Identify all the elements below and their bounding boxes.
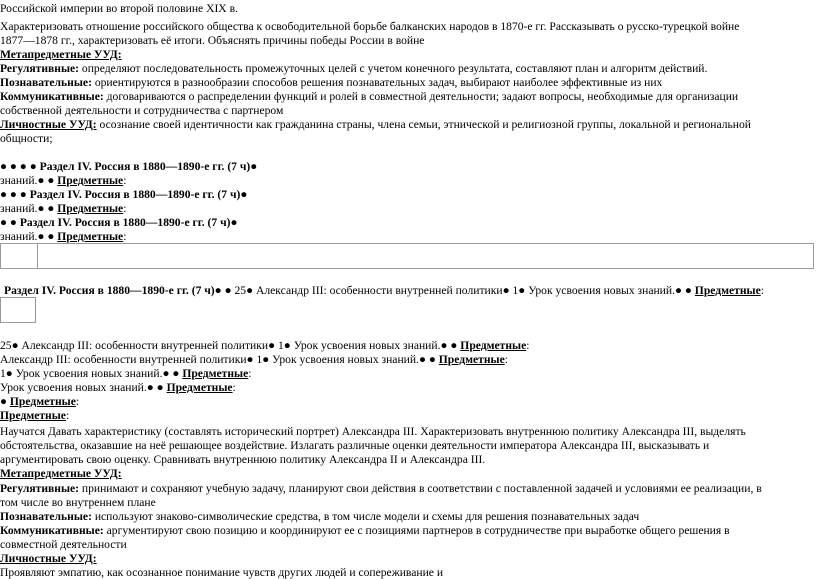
lesson-row-2-b3: ● ● bbox=[418, 353, 439, 366]
predm-text-3: аргументировать свою оценку. Сравнивать внутреннюю политику Александра II и Александра III. bbox=[0, 453, 486, 466]
lesson-row-1-colon: : bbox=[526, 339, 530, 352]
razdel-line-bullet-a: ● bbox=[214, 284, 225, 297]
komm-label-1: Коммуникативные: bbox=[0, 90, 104, 103]
razdel-3: Раздел IV. Россия в 1880—1890-е гг. (7 ч) bbox=[19, 216, 231, 229]
intro-text-line-2: 1877—1878 гг., характеризовать её итоги. Объяснять причины победы России в войне bbox=[0, 34, 425, 47]
lesson-row-5-predmetnye: Предметные bbox=[9, 395, 76, 408]
predmetnye-3: Предметные bbox=[57, 230, 124, 243]
lich-line-2 bbox=[0, 552, 814, 565]
razdel-line-bullet-c: ● bbox=[246, 284, 254, 297]
lesson-row-1-title: Александр III: особенности внутренней политики bbox=[18, 339, 269, 352]
lesson-row-1-one: 1 bbox=[275, 339, 284, 352]
colon-2: : bbox=[123, 202, 127, 215]
znaniy-1: знаний. bbox=[0, 174, 38, 187]
colon-3: : bbox=[123, 230, 127, 243]
table-grid-row bbox=[0, 243, 814, 269]
meta-heading-1 bbox=[0, 48, 814, 61]
bullet-3: ● bbox=[230, 216, 238, 229]
pozn-text-2: используют знаково-символические средства, в том числе модели и схемы для решения познавательных задач bbox=[91, 510, 640, 523]
lesson-row-2-urok: Урок усвоения новых знаний. bbox=[269, 353, 419, 366]
komm-line-1 bbox=[0, 90, 814, 103]
frag-row-2 bbox=[0, 174, 814, 187]
razdel-line-title: Раздел IV. Россия в 1880—1890-е гг. (7 ч) bbox=[4, 284, 215, 297]
predmetnye-2: Предметные bbox=[57, 202, 124, 215]
razdel-line-predmetnye: Предметные bbox=[694, 284, 761, 297]
lich-text-1a: осознание своей идентичности как гражданина страны, члена семьи, этнической и религиозной группы, локальной и региональной bbox=[96, 118, 752, 131]
meta-heading-2-text: Метапредметные УУД: bbox=[0, 467, 122, 480]
predmetnye-1: Предметные bbox=[57, 174, 124, 187]
bullet-2: ● bbox=[240, 188, 248, 201]
frag-row-1 bbox=[0, 160, 814, 173]
bullets-2: ● ● ● bbox=[0, 188, 30, 201]
lich-text-2: Проявляют эмпатию, как осознанное понимание чувств других людей и сопереживание и bbox=[0, 566, 444, 579]
lesson-row-3-urok: Урок усвоения новых знаний. bbox=[12, 367, 163, 380]
colon-1: : bbox=[123, 174, 127, 187]
razdel-line-colon: : bbox=[760, 284, 764, 297]
lich-line-1 bbox=[0, 118, 814, 131]
lesson-row-5 bbox=[0, 395, 814, 408]
lesson-row-4-colon: : bbox=[232, 381, 236, 394]
lesson-row-2-b1: ● bbox=[246, 353, 254, 366]
lesson-row-2-one: 1 bbox=[253, 353, 263, 366]
lesson-row-2-colon: : bbox=[504, 353, 508, 366]
predm-heading-row bbox=[0, 409, 814, 422]
razdel-line-urok: Урок усвоения новых знаний. bbox=[525, 284, 675, 297]
meta-heading-1-text: Метапредметные УУД: bbox=[0, 48, 122, 61]
lesson-row-2-predmetnye: Предметные bbox=[438, 353, 505, 366]
bullets-2b: ● ● bbox=[37, 202, 58, 215]
bullets-3: ● ● bbox=[0, 216, 20, 229]
pozn-label-2: Познавательные: bbox=[0, 510, 92, 523]
pozn-line-2 bbox=[0, 510, 814, 523]
reg-line-2b: том числе во внутреннем плане bbox=[0, 496, 156, 509]
razdel-line-bullet-e: ● bbox=[518, 284, 526, 297]
bullets-3b: ● ● bbox=[37, 230, 58, 243]
top-line: Российской империи во второй половине XIX в. bbox=[0, 2, 238, 15]
bullet-1: ● bbox=[250, 160, 258, 173]
frag-row-5 bbox=[0, 216, 814, 229]
lesson-row-4 bbox=[0, 381, 814, 394]
lesson-row-1-urok: Урок усвоения новых знаний. bbox=[290, 339, 441, 352]
razdel-line-bullet-f: ● ● bbox=[674, 284, 695, 297]
reg-text-2a: принимают и сохраняют учебную задачу, планируют свои действия в соответствии с поставленной задачей и условиями ее реализации, в bbox=[79, 482, 762, 495]
lich-label-2: Личностные УУД: bbox=[0, 552, 97, 565]
lesson-row-3-predmetnye: Предметные bbox=[182, 367, 249, 380]
lesson-row-1-b1: ● bbox=[11, 339, 19, 352]
lesson-row-2-title: Александр III: особенности внутренней политики bbox=[0, 353, 247, 366]
lich-line-1b: общности; bbox=[0, 132, 53, 145]
lesson-row-4-urok: Урок усвоения новых знаний. bbox=[0, 381, 147, 394]
lich-label-1: Личностные УУД: bbox=[0, 118, 97, 131]
lesson-row-4-b1: ● ● bbox=[146, 381, 167, 394]
komm-line-2b: совместной деятельности bbox=[0, 538, 127, 551]
lesson-row-5-b1: ● bbox=[0, 395, 10, 408]
bullets-1: ● ● ● ● bbox=[0, 160, 40, 173]
intro-text-line-1: Характеризовать отношение российского общества к освободительной борьбе балканских народов в 1870-е гг. Рассказывать о русско-турецкой войне bbox=[0, 20, 740, 33]
razdel-line-num: 25 bbox=[231, 284, 247, 297]
komm-line-2 bbox=[0, 524, 814, 537]
frag-row-4 bbox=[0, 202, 814, 215]
razdel-line bbox=[4, 284, 814, 297]
predm-text-1: Научатся Давать характеристику (составлять исторический портрет) Александра III. Характеризовать внутреннюю политику Александра III, выделять bbox=[0, 425, 746, 438]
predm-text-2: обстоятельства, оказавшие на неё решающее воздействие. Излагать различные оценки деятельности императора Александра III, высказывать и bbox=[0, 439, 710, 452]
razdel-line-lesson: Александр III: особенности внутренней политики bbox=[253, 284, 503, 297]
lesson-row-3-colon: : bbox=[248, 367, 252, 380]
pozn-line-1 bbox=[0, 76, 814, 89]
lesson-row-1-b4: ● ● bbox=[440, 339, 461, 352]
lesson-row-3-b2: ● ● bbox=[162, 367, 183, 380]
znaniy-3: знаний. bbox=[0, 230, 38, 243]
razdel-2: Раздел IV. Россия в 1880—1890-е гг. (7 ч) bbox=[29, 188, 241, 201]
lesson-row-2-b2: ● bbox=[262, 353, 270, 366]
lesson-row-4-predmetnye: Предметные bbox=[166, 381, 233, 394]
lesson-row-1-predmetnye: Предметные bbox=[460, 339, 527, 352]
predm-heading: Предметные bbox=[0, 409, 66, 422]
table-grid-divider bbox=[37, 244, 38, 268]
razdel-1: Раздел IV. Россия в 1880—1890-е гг. (7 ч) bbox=[39, 160, 251, 173]
lesson-row-1-b2: ● bbox=[268, 339, 276, 352]
small-table-box bbox=[0, 297, 36, 323]
lesson-row-3 bbox=[0, 367, 814, 380]
lesson-row-3-num: 1 bbox=[0, 367, 6, 380]
lesson-row-1-num: 25 bbox=[0, 339, 12, 352]
bullets-1b: ● ● bbox=[37, 174, 58, 187]
komm-text-1a: договариваются о распределении функций и ролей в совместной деятельности; задают вопросы, необходимые для организации bbox=[103, 90, 739, 103]
pozn-text-1: ориентируются в разнообразии способов решения познавательных задач, выбирают наиболее эффективные из них bbox=[91, 76, 663, 89]
lesson-row-5-colon: : bbox=[75, 395, 80, 408]
meta-heading-2 bbox=[0, 467, 814, 480]
frag-row-3 bbox=[0, 188, 814, 201]
reg-line-2 bbox=[0, 482, 814, 495]
reg-text-1: определяют последовательность промежуточных целей с учетом конечного результата, составляют план и алгоритм действий. bbox=[79, 62, 708, 75]
reg-label-1: Регулятивные: bbox=[0, 62, 79, 75]
znaniy-2: знаний. bbox=[0, 202, 38, 215]
frag-row-6 bbox=[0, 230, 814, 243]
reg-line-1 bbox=[0, 62, 814, 75]
komm-text-2a: аргументируют свою позицию и координируют ее с позициями партнеров в сотрудничестве при выработке общего решения в bbox=[103, 524, 730, 537]
predm-heading-colon: : bbox=[65, 409, 70, 422]
razdel-line-one: 1 bbox=[509, 284, 519, 297]
lesson-row-1 bbox=[0, 339, 814, 352]
komm-label-2: Коммуникативные: bbox=[0, 524, 104, 537]
pozn-label-1: Познавательные: bbox=[0, 76, 92, 89]
razdel-line-bullet-d: ● bbox=[502, 284, 510, 297]
razdel-line-bullet-b: ● bbox=[224, 284, 232, 297]
reg-label-2: Регулятивные: bbox=[0, 482, 79, 495]
komm-line-1b: собственной деятельности и сотрудничества с партнером bbox=[0, 104, 284, 117]
lesson-row-1-b3: ● bbox=[283, 339, 291, 352]
lesson-row-2 bbox=[0, 353, 814, 366]
lesson-row-3-b1: ● bbox=[5, 367, 13, 380]
